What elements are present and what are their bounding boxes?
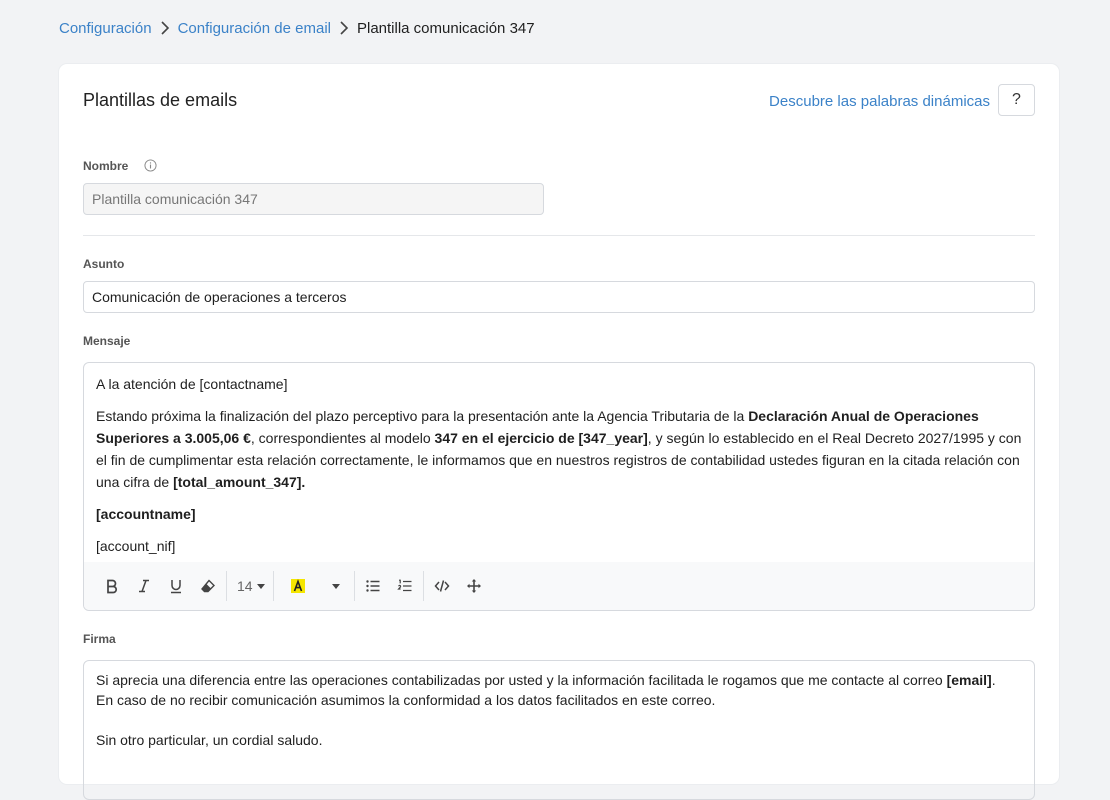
eraser-icon[interactable] <box>192 570 224 602</box>
message-editor[interactable] <box>83 362 1035 611</box>
breadcrumb <box>59 18 535 38</box>
editor-toolbar <box>84 562 1034 610</box>
toolbar-separator <box>354 571 355 601</box>
toolbar-separator <box>423 571 424 601</box>
help-button[interactable]: ? <box>998 84 1035 116</box>
signature-spacer <box>96 710 1022 730</box>
bullet-list-icon[interactable] <box>357 570 389 602</box>
ordered-list-icon[interactable] <box>389 570 421 602</box>
template-card <box>59 64 1059 784</box>
chevron-right-icon <box>152 21 178 35</box>
breadcrumb-item-configuracion[interactable]: Configuración <box>59 19 152 37</box>
bold-icon[interactable] <box>96 570 128 602</box>
font-size-value: 14 <box>237 578 253 594</box>
info-icon[interactable] <box>144 159 157 172</box>
signature-line: Si aprecia una diferencia entre las operaciones contabilizadas por usted y la información facilitada le rogamos que me contacte al correo [email]. <box>96 672 996 688</box>
message-paragraph: Estando próxima la finalización del plazo perceptivo para la presentación ante la Agencia Tributaria de la Declaración Anual de Operaciones Superiores a 3.005,06 €, correspondientes al modelo 347 en el ejercicio de [347_year], y según lo establecido en el Real Decreto 2027/1995 y con el fin de cumplimentar esta relación correctamente, le informamos que en nuestros registros de contabilidad ustedes figuran en la citada relación con una cifra de [total_amount_347]. <box>96 408 1022 490</box>
breadcrumb-item-configuracion-email[interactable]: Configuración de email <box>177 19 331 37</box>
message-line: A la atención de [contactname] <box>96 376 288 392</box>
signature-editor[interactable] <box>83 660 1035 800</box>
message-content[interactable] <box>84 363 1034 557</box>
message-line: [accountname] <box>96 506 196 522</box>
page-title: Plantillas de emails <box>83 90 238 110</box>
subject-field[interactable]: Comunicación de operaciones a terceros <box>83 281 1035 313</box>
message-label: Mensaje <box>83 334 131 348</box>
font-size-dropdown[interactable] <box>229 570 271 602</box>
signature-label: Firma <box>83 632 116 646</box>
signature-line: En caso de no recibir comunicación asumimos la conformidad a los datos facilitados en este correo. <box>96 692 716 708</box>
underline-icon[interactable] <box>160 570 192 602</box>
toolbar-separator <box>273 571 274 601</box>
name-label: Nombre <box>83 159 129 173</box>
code-view-icon[interactable] <box>426 570 458 602</box>
subject-label: Asunto <box>83 257 125 271</box>
italic-icon[interactable] <box>128 570 160 602</box>
highlight-color-icon[interactable] <box>282 570 314 602</box>
color-dropdown-caret-icon[interactable] <box>320 570 352 602</box>
breadcrumb-current: Plantilla comunicación 347 <box>356 19 535 37</box>
caret-down-icon <box>257 584 265 589</box>
divider <box>83 235 1035 236</box>
message-line: [account_nif] <box>96 538 176 554</box>
toolbar-separator <box>226 571 227 601</box>
name-field[interactable]: Plantilla comunicación 347 <box>83 183 544 215</box>
move-icon[interactable] <box>458 570 490 602</box>
dynamic-words-link[interactable]: Descubre las palabras dinámicas <box>769 93 990 110</box>
signature-line: Sin otro particular, un cordial saludo. <box>96 732 323 748</box>
chevron-right-icon <box>331 21 357 35</box>
